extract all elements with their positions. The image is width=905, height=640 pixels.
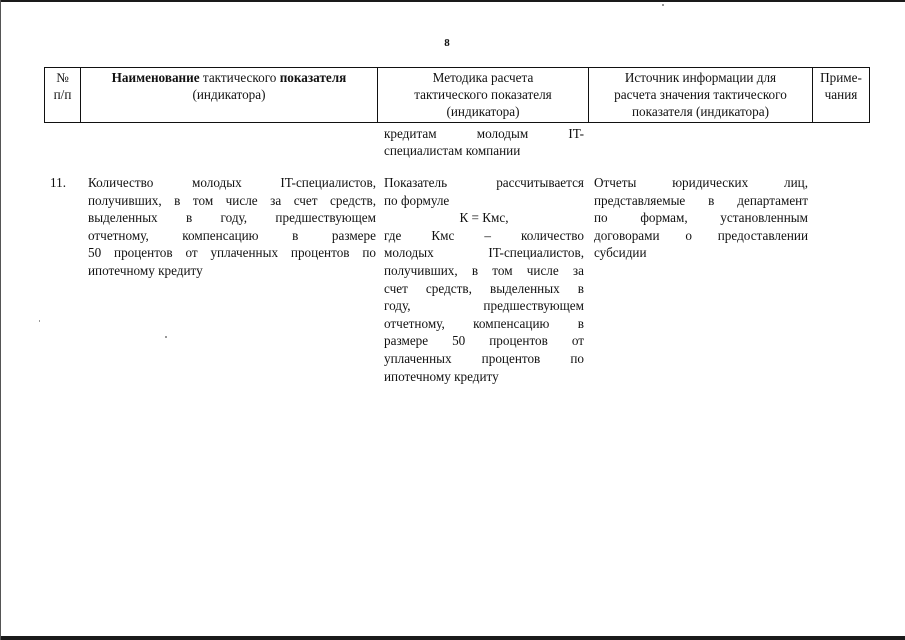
indicator-name-line: ипотечному кредиту <box>88 262 203 278</box>
scan-border-bottom <box>0 636 905 640</box>
indicator-name-line: получивших, в том числе за счет средств, <box>88 192 376 208</box>
header-notes-line: Приме- <box>820 70 862 85</box>
column-divider <box>869 67 870 123</box>
header-number <box>45 69 80 103</box>
method-line: где Кмс – количество <box>384 227 584 243</box>
source-line: субсидии <box>594 245 647 261</box>
indicator-name-line: отчетному, компенсацию в размере <box>88 227 376 243</box>
header-method-line: тактического показателя <box>414 87 552 102</box>
header-name <box>81 69 377 103</box>
header-name-line: (индикатора) <box>192 87 266 102</box>
scan-speck <box>662 4 664 6</box>
header-name-line <box>81 69 377 86</box>
header-notes <box>813 69 869 103</box>
method-line: по формуле <box>384 192 450 208</box>
header-source-line: Источник информации для <box>624 70 777 85</box>
continuation-line: кредитам молодым IT- <box>384 126 584 141</box>
method-line: молодых IT-специалистов, <box>384 245 584 261</box>
method-line: получивших, в том числе за <box>384 262 584 278</box>
header-notes-line: чания <box>824 87 858 102</box>
header-name-bold: показателя <box>279 70 347 85</box>
table-header <box>44 67 870 123</box>
header-method <box>378 69 588 120</box>
scan-border-top <box>0 0 905 2</box>
table-rule-header-bottom <box>44 122 870 123</box>
source-line: представляемые в департамент <box>594 192 808 208</box>
indicator-name-line: выделенных в году, предшествующем <box>88 210 376 226</box>
source-line: Отчеты юридических лиц, <box>594 175 808 190</box>
calculation-method <box>384 174 584 385</box>
indicator-name <box>88 174 376 280</box>
scan-speck <box>165 336 167 338</box>
scan-speck <box>39 320 40 322</box>
source-line: договорами о предоставлении <box>594 227 808 243</box>
method-line: счет средств, выделенных в <box>384 280 584 296</box>
method-line: размере 50 процентов от <box>384 333 584 349</box>
scan-border-left <box>0 0 1 640</box>
header-number-line: п/п <box>53 87 72 102</box>
header-source-line: расчета значения тактического <box>614 87 787 102</box>
continuation-line: специалистам компании <box>384 143 521 158</box>
table-rule-top <box>44 67 870 68</box>
row-number: 11. <box>50 175 66 190</box>
continuation-text <box>384 125 584 159</box>
method-line: ипотечному кредиту <box>384 368 499 384</box>
method-line: году, предшествующем <box>384 298 584 314</box>
header-number-line: № <box>56 70 69 85</box>
source-line: по формам, установленным <box>594 210 808 226</box>
page-number: 8 <box>444 37 450 49</box>
method-line: Показатель рассчитывается <box>384 175 584 190</box>
information-source <box>594 174 808 262</box>
header-method-line: Методика расчета <box>432 70 534 85</box>
method-line: отчетному, компенсацию в <box>384 315 584 331</box>
method-formula: К = Кмс, <box>459 210 509 226</box>
header-source <box>589 69 812 120</box>
header-name-bold: Наименование <box>111 70 200 85</box>
header-source-line: показателя (индикатора) <box>631 104 769 119</box>
method-line: уплаченных процентов по <box>384 350 584 366</box>
indicator-name-line: 50 процентов от уплаченных процентов по <box>88 245 376 261</box>
header-name-text: тактического <box>199 70 280 85</box>
header-method-line: (индикатора) <box>446 104 520 119</box>
indicator-name-line: Количество молодых IT-специалистов, <box>88 175 376 190</box>
